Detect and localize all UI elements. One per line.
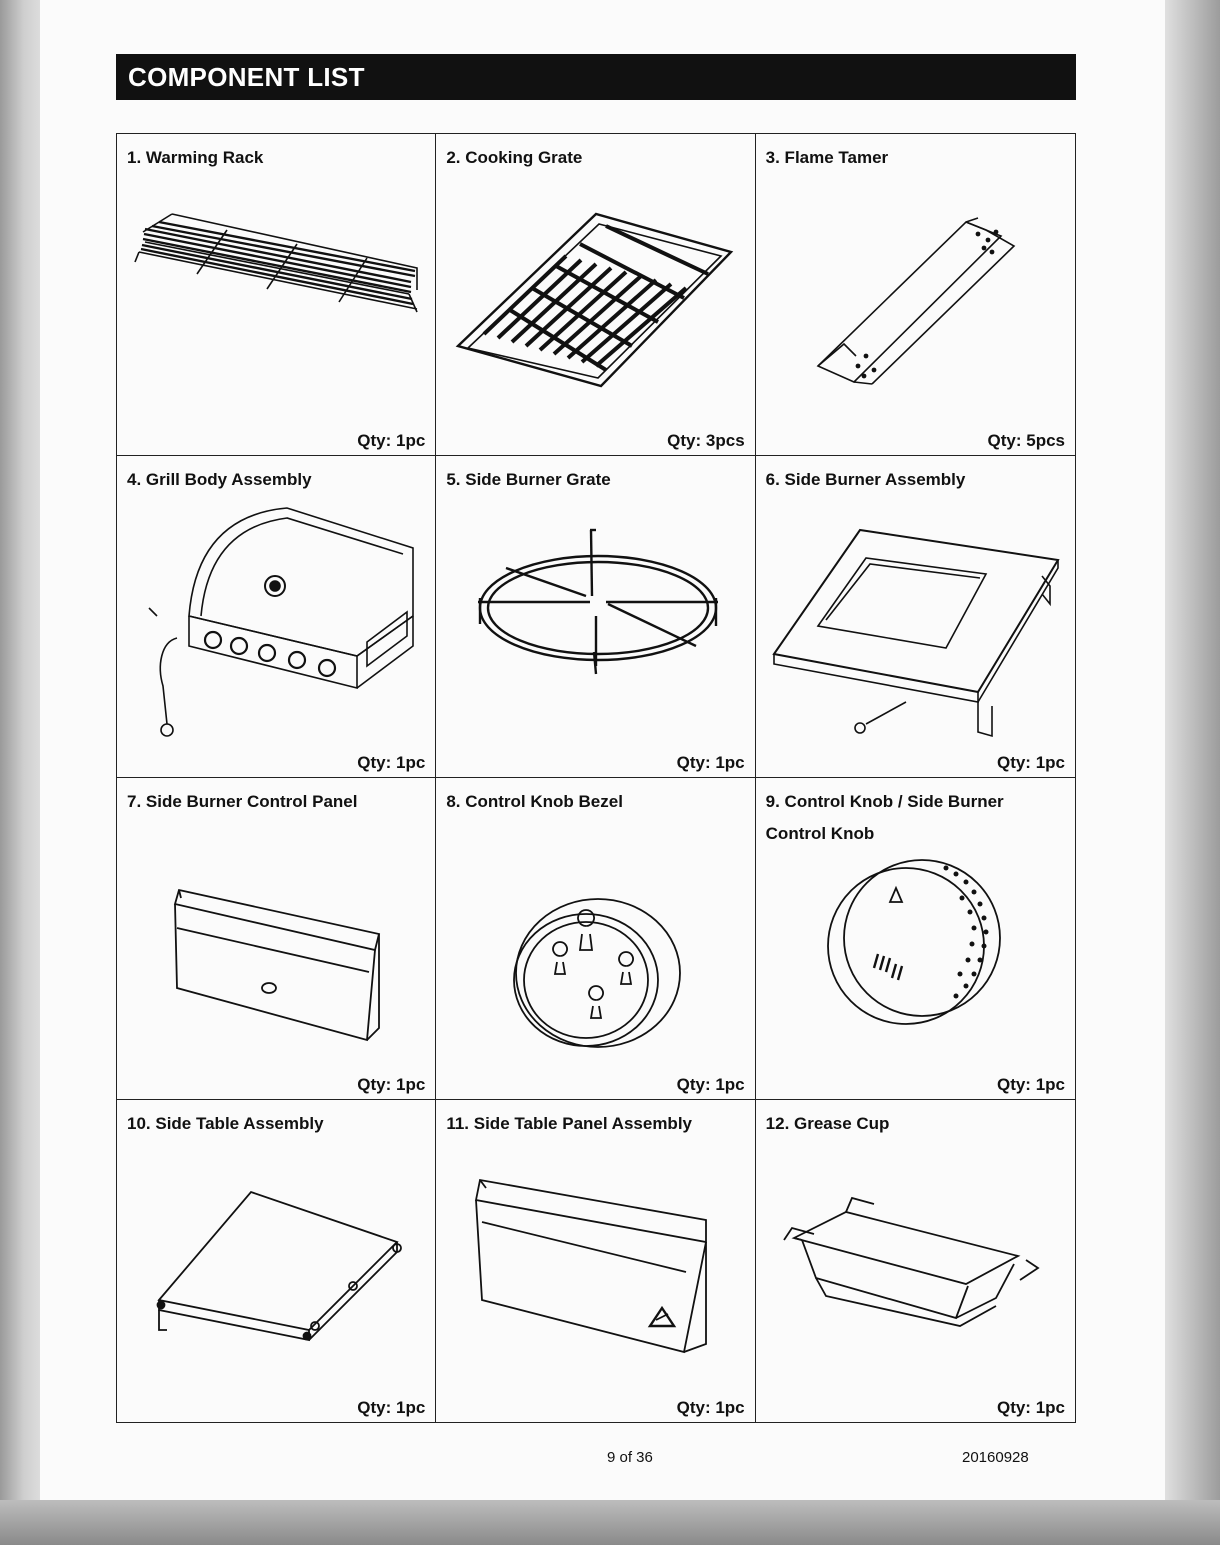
side-burner-assembly-icon — [756, 456, 1074, 777]
side-burner-grate-icon — [436, 456, 754, 777]
component-qty: Qty: 1pc — [676, 1398, 745, 1417]
knob-bezel-icon — [436, 778, 754, 1099]
scan-edge-bottom — [0, 1500, 1220, 1545]
component-title: 7. Side Burner Control Panel — [127, 792, 358, 811]
component-cell — [436, 778, 755, 1100]
component-title: 11. Side Table Panel Assembly — [446, 1114, 692, 1133]
component-title: 12. Grease Cup — [765, 1114, 890, 1133]
component-cell — [756, 1100, 1075, 1422]
component-title: 1. Warming Rack — [127, 148, 264, 167]
component-title: 10. Side Table Assembly — [127, 1114, 324, 1133]
component-cell — [117, 456, 436, 778]
component-qty: Qty: 5pcs — [987, 431, 1065, 450]
component-cell — [117, 1100, 436, 1422]
section-header — [116, 54, 1076, 100]
control-panel-icon — [117, 778, 435, 1099]
component-qty: Qty: 1pc — [676, 753, 745, 772]
component-title: 8. Control Knob Bezel — [446, 792, 623, 811]
component-qty: Qty: 1pc — [676, 1075, 745, 1094]
grease-cup-icon — [756, 1100, 1074, 1421]
component-cell — [436, 134, 755, 456]
component-cell — [436, 1100, 755, 1422]
component-cell — [756, 778, 1075, 1100]
component-title: 4. Grill Body Assembly — [127, 470, 312, 489]
component-qty: Qty: 1pc — [996, 1398, 1065, 1417]
scan-edge-right — [1160, 0, 1220, 1545]
component-cell — [756, 456, 1075, 778]
component-title: 5. Side Burner Grate — [446, 470, 611, 489]
component-cell — [117, 134, 436, 456]
side-table-icon — [117, 1100, 435, 1421]
component-qty: Qty: 1pc — [357, 1075, 426, 1094]
component-title: 9. Control Knob / Side Burner Control Knob — [765, 792, 1004, 843]
component-title: 6. Side Burner Assembly — [765, 470, 966, 489]
component-qty: Qty: 1pc — [357, 431, 426, 450]
warming-rack-icon — [117, 134, 435, 455]
document-date: 20160928 — [962, 1449, 1029, 1466]
grill-body-icon — [117, 456, 435, 777]
component-qty: Qty: 3pcs — [667, 431, 745, 450]
component-title: 2. Cooking Grate — [446, 148, 583, 167]
component-title: 3. Flame Tamer — [765, 148, 889, 167]
component-qty: Qty: 1pc — [996, 1075, 1065, 1094]
component-qty: Qty: 1pc — [357, 753, 426, 772]
component-grid — [116, 133, 1076, 1423]
page-title: COMPONENT LIST — [128, 62, 365, 92]
component-cell — [436, 456, 755, 778]
cooking-grate-icon — [436, 134, 754, 455]
page-number: 9 of 36 — [607, 1449, 653, 1466]
component-qty: Qty: 1pc — [996, 753, 1065, 772]
flame-tamer-icon — [756, 134, 1074, 455]
component-cell — [756, 134, 1075, 456]
component-cell — [117, 778, 436, 1100]
manual-page — [40, 0, 1165, 1500]
component-qty: Qty: 1pc — [357, 1398, 426, 1417]
side-table-panel-icon — [436, 1100, 754, 1421]
